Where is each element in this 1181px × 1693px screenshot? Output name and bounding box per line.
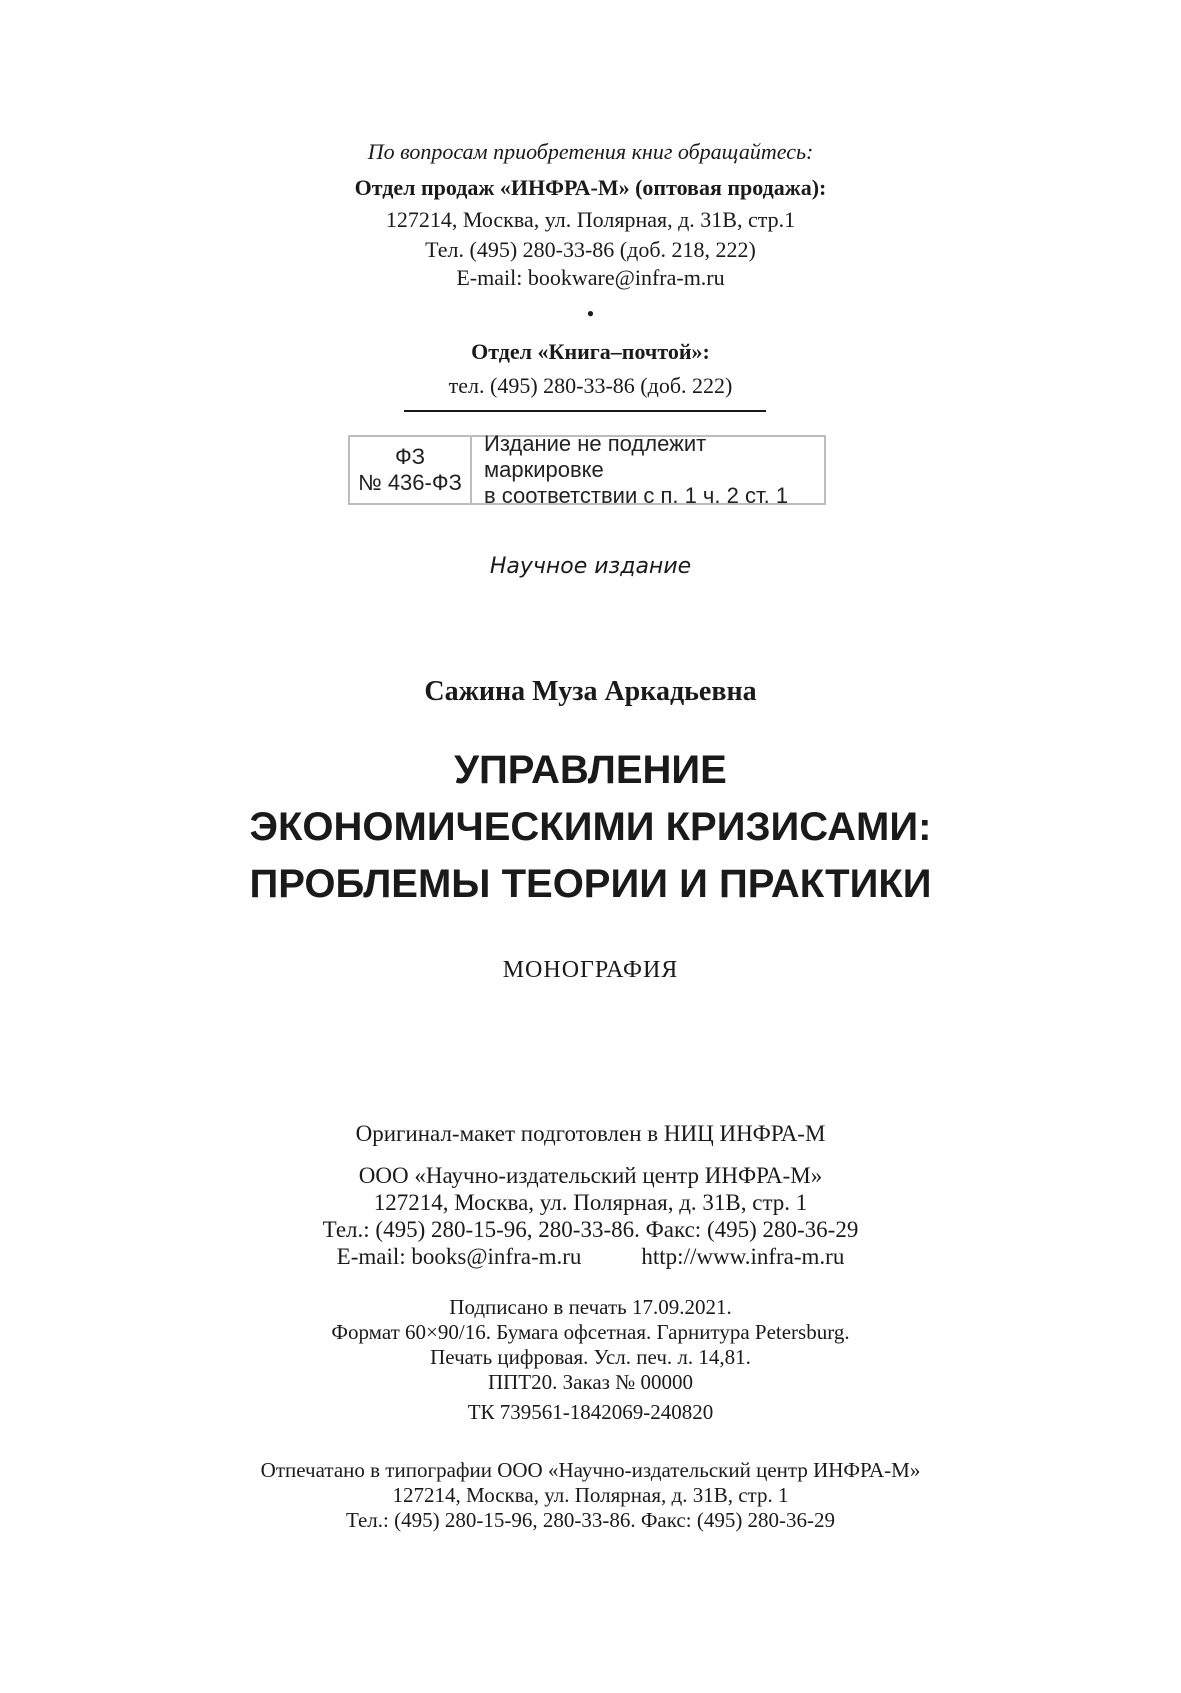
law-notice-box bbox=[348, 431, 826, 508]
format-info: Формат 60×90/16. Бумага офсетная. Гарнитура Petersburg. bbox=[331, 1320, 850, 1344]
title-line-1: УПРАВЛЕНИЕ bbox=[454, 748, 727, 792]
mail-phone: тел. (495) 280-33-86 (доб. 222) bbox=[448, 373, 733, 398]
sales-phone: Тел. (495) 280-33-86 (доб. 218, 222) bbox=[425, 237, 756, 262]
publisher-contacts bbox=[0, 1243, 1181, 1270]
publisher-name: ООО «Научно-издательский центр ИНФРА-М» bbox=[358, 1163, 823, 1188]
sales-email: E-mail: bookware@infra-m.ru bbox=[456, 265, 725, 290]
sales-address: 127214, Москва, ул. Полярная, д. 31В, стр.1 bbox=[385, 207, 796, 232]
publisher-phones: Тел.: (495) 280-15-96, 280-33-86. Факс: (495) 280-36-29 bbox=[322, 1217, 859, 1242]
law-code-line-1: ФЗ bbox=[394, 444, 425, 469]
printer-line-3: Тел.: (495) 280-15-96, 280-33-86. Факс: (495) 280-36-29 bbox=[345, 1508, 836, 1532]
contact-intro: По вопросам приобретения книг обращайтесь: bbox=[367, 139, 814, 164]
publisher-address: 127214, Москва, ул. Полярная, д. 31В, стр. 1 bbox=[373, 1190, 808, 1215]
publisher-email: E-mail: books@infra-m.ru bbox=[336, 1244, 582, 1269]
law-text-line-2: в соответствии с п. 1 ч. 2 ст. 1 bbox=[484, 483, 789, 508]
divider-rule bbox=[404, 410, 766, 412]
mail-dept-heading: Отдел «Книга–почтой»: bbox=[471, 339, 710, 364]
law-code-line-2: № 436-ФЗ bbox=[358, 470, 462, 495]
subtitle: МОНОГРАФИЯ bbox=[502, 957, 679, 983]
printer-line-2: 127214, Москва, ул. Полярная, д. 31В, стр. 1 bbox=[392, 1483, 789, 1507]
printing-info: Печать цифровая. Усл. печ. л. 14,81. bbox=[430, 1345, 751, 1369]
tk-code: ТК 739561-1842069-240820 bbox=[467, 1400, 714, 1424]
signed-to-print: Подписано в печать 17.09.2021. bbox=[449, 1295, 732, 1319]
author-name: Сажина Муза Аркадьевна bbox=[424, 676, 757, 707]
order-info: ППТ20. Заказ № 00000 bbox=[487, 1370, 694, 1394]
law-text-line-1: Издание не подлежит маркировке bbox=[484, 431, 707, 482]
layout-note: Оригинал-макет подготовлен в НИЦ ИНФРА-М bbox=[355, 1121, 826, 1146]
edition-type: Научное издание bbox=[489, 554, 692, 579]
separator-bullet: • bbox=[586, 301, 595, 326]
sales-dept-heading: Отдел продаж «ИНФРА-М» (оптовая продажа): bbox=[354, 175, 827, 200]
publisher-website: http://www.infra-m.ru bbox=[641, 1244, 845, 1269]
title-line-2: ЭКОНОМИЧЕСКИМИ КРИЗИСАМИ: bbox=[249, 805, 932, 849]
title-line-3: ПРОБЛЕМЫ ТЕОРИИ И ПРАКТИКИ bbox=[249, 862, 932, 906]
printer-line-1: Отпечатано в типографии ООО «Научно-издательский центр ИНФРА-М» bbox=[260, 1458, 921, 1482]
law-text-cell bbox=[472, 431, 824, 508]
law-code-cell bbox=[350, 437, 472, 503]
